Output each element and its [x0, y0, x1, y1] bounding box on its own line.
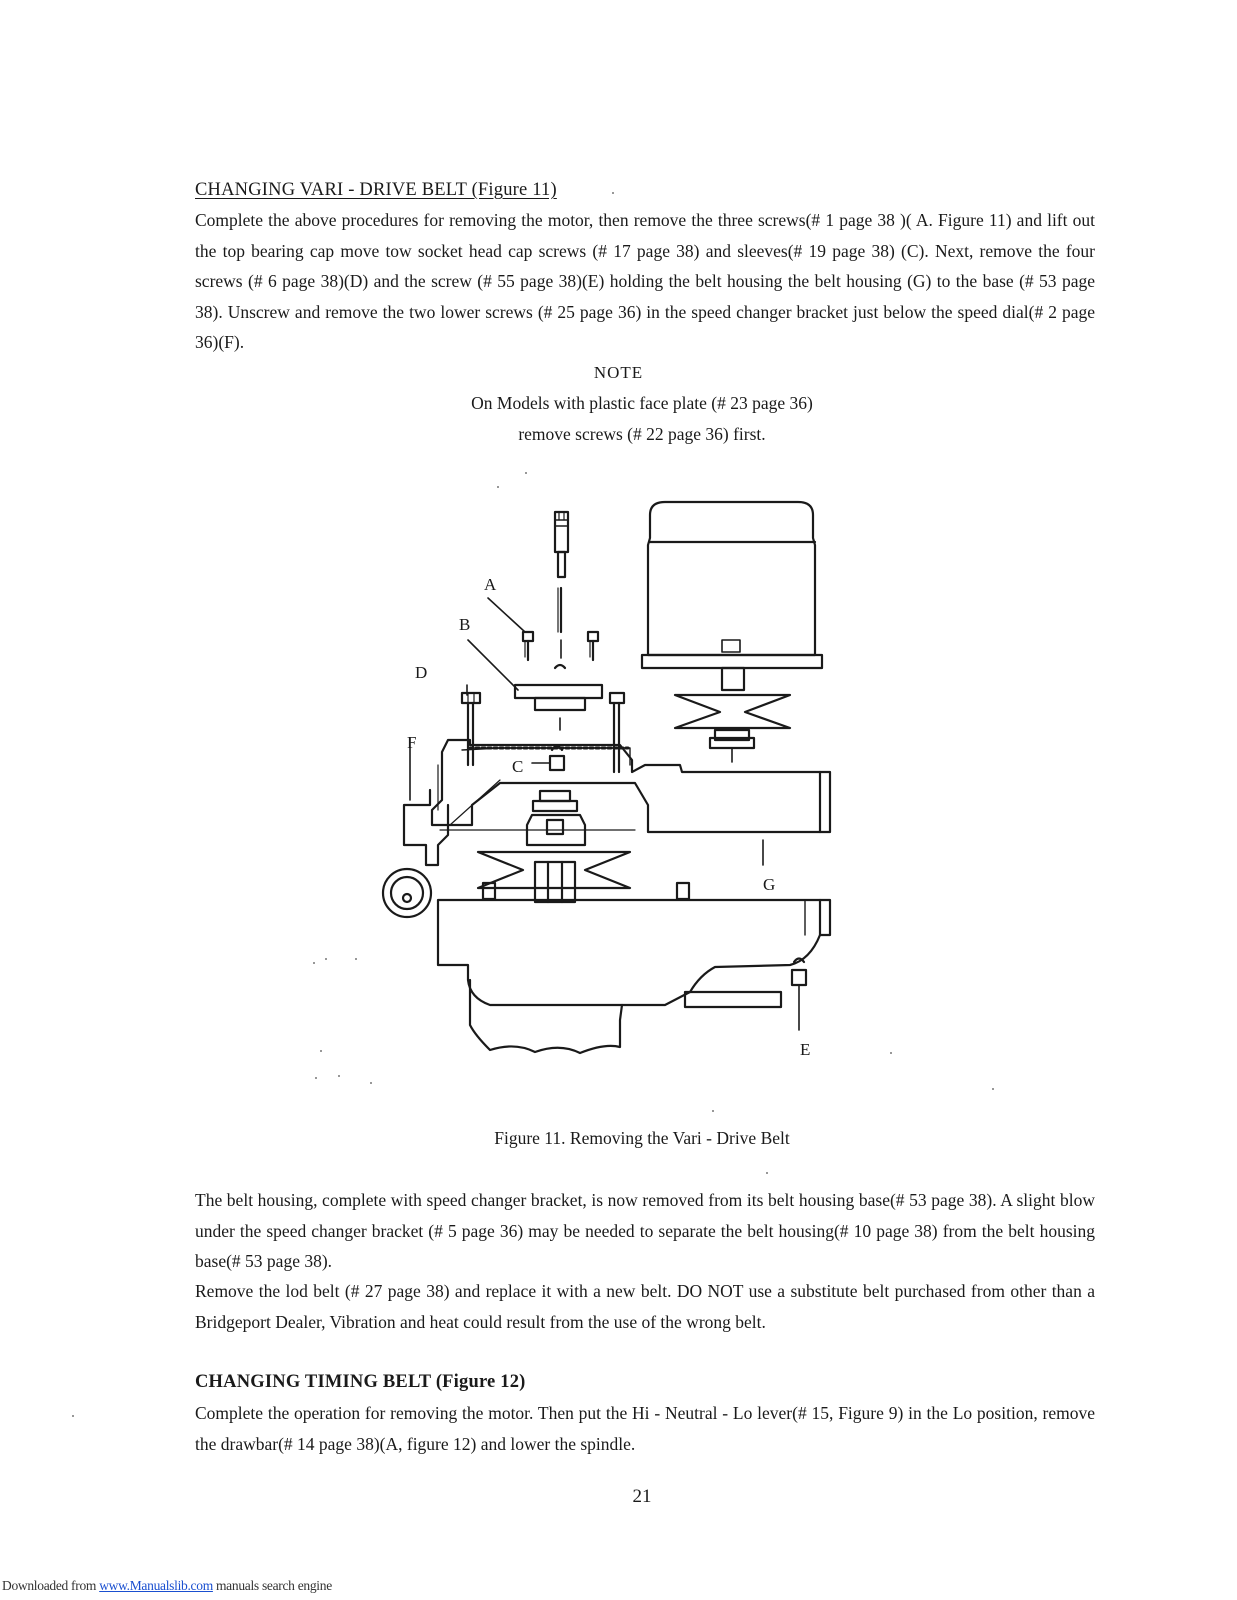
- scan-speck: [72, 1415, 74, 1417]
- belt-housing-removal-text: The belt housing, complete with speed changer bracket, is now removed from its belt housing base(# 53 page 38). A slight blow under the speed changer bracket (# 5 page 36) may be needed to separate the belt housing(# 10 page 38) from the belt housing base(# 53 page 38).: [195, 1190, 1095, 1271]
- scan-speck: [890, 1052, 892, 1054]
- download-footer: [2, 1578, 332, 1594]
- figure-caption: Figure 11. Removing the Vari - Drive Belt: [494, 1128, 790, 1148]
- label-c: C: [512, 757, 524, 776]
- note-title: NOTE: [593, 363, 644, 382]
- scan-speck: [338, 1075, 340, 1077]
- vari-drive-belt-heading: CHANGING VARI - DRIVE BELT (Figure 11): [195, 180, 557, 200]
- scan-speck: [370, 1082, 372, 1084]
- scan-speck: [712, 1110, 714, 1112]
- screw-e: [792, 959, 806, 1031]
- footer-suffix: manuals search engine: [212, 1578, 332, 1593]
- page-number: 21: [632, 1486, 652, 1507]
- belt-housing-base: [438, 883, 830, 1053]
- label-d: D: [415, 663, 428, 682]
- scan-speck: [612, 192, 614, 194]
- label-a: A: [484, 575, 497, 594]
- top-bearing-cap: [515, 665, 602, 730]
- scan-speck: [313, 962, 315, 964]
- scan-speck: [525, 472, 527, 474]
- label-f: F: [407, 733, 417, 752]
- scan-speck: [355, 958, 357, 960]
- motor: [642, 502, 822, 668]
- motor-pulley: [675, 668, 790, 762]
- scan-speck: [325, 958, 327, 960]
- long-screws: [462, 693, 624, 772]
- vari-drive-belt-figure: [370, 480, 870, 1080]
- timing-belt-instructions: Complete the operation for removing the motor. Then put the Hi - Neutral - Lo lever(# 15, Figure 9) in the Lo position, remove the drawbar(# 14 page 38)(A, figure 12) and lower the spindle.: [195, 1403, 1095, 1454]
- scan-speck: [320, 1050, 322, 1052]
- scan-speck: [992, 1088, 994, 1090]
- vari-drive-belt-instructions: Complete the above procedures for removing the motor, then remove the three screws(# 1 page 38 )( A. Figure 11) and lift out the top bearing cap move tow socket head cap screws (# 17 page 38) and sleeves(# 19 page 38) (C). Next, remove the four screws (# 6 page 38)(D) and the screw (# 55 page 38)(E) holding the belt housing the belt housing (G) to the base (# 53 page 38). Unscrew and remove the two lower screws (# 25 page 36) in the speed changer bracket just below the speed dial(# 2 page 36)(F).: [195, 210, 1095, 352]
- sleeve: [532, 746, 564, 770]
- belt-housing: [432, 740, 830, 832]
- drawbar-fastener: [555, 512, 568, 658]
- scan-speck: [497, 486, 499, 488]
- label-e: E: [800, 1040, 811, 1059]
- manualslib-link[interactable]: www.Manualslib.com: [99, 1578, 213, 1593]
- note-line-2: remove screws (# 22 page 36) first.: [518, 424, 766, 444]
- scan-speck: [315, 1077, 317, 1079]
- footer-prefix: Downloaded from: [2, 1578, 100, 1593]
- spindle-pulley: [478, 791, 630, 902]
- note-line-1: On Models with plastic face plate (# 23 page 36): [471, 393, 813, 413]
- label-b: B: [459, 615, 471, 634]
- label-g: G: [763, 875, 776, 894]
- timing-belt-heading: CHANGING TIMING BELT (Figure 12): [195, 1372, 526, 1392]
- scan-speck: [766, 1172, 768, 1174]
- belt-replacement-text: Remove the lod belt (# 27 page 38) and replace it with a new belt. DO NOT use a substitute belt purchased from other than a Bridgeport Dealer, Vibration and heat could result from the use of the wrong belt.: [195, 1281, 1095, 1332]
